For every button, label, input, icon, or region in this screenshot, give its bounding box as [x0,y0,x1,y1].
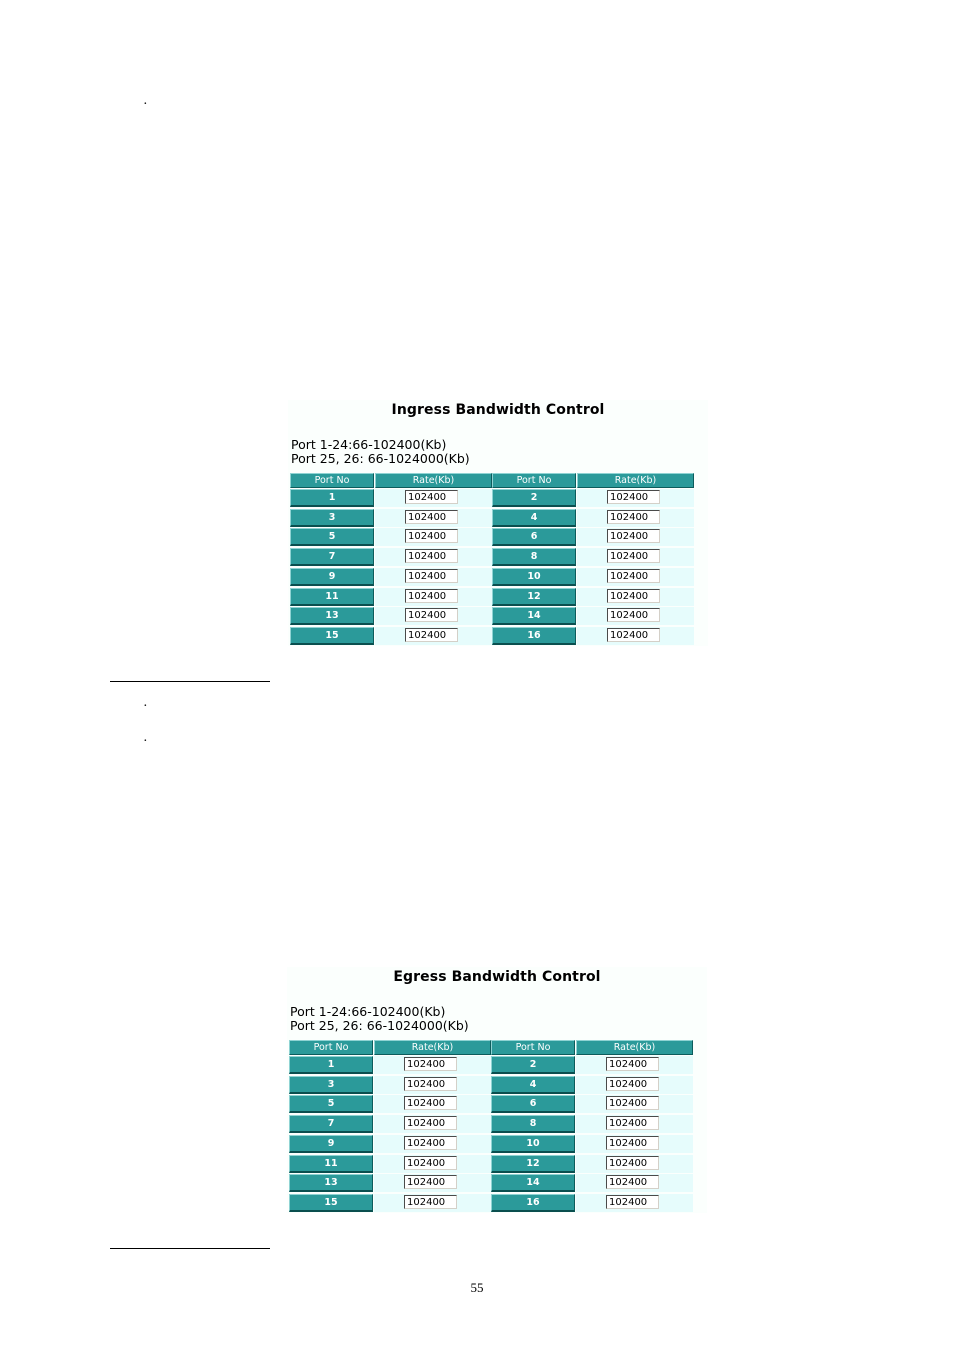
egress-rate-input[interactable] [404,1096,457,1110]
rate-cell [375,607,492,625]
ingress-rate-input[interactable] [607,529,660,543]
port-number-cell: 5 [289,1095,373,1113]
port-number-cell: 2 [491,1056,575,1074]
rate-cell [577,627,694,645]
rate-cell [577,509,694,527]
ingress-rate-input[interactable] [607,628,660,642]
port-number-cell: 15 [289,1194,373,1212]
rate-cell [577,528,694,546]
port-number-cell: 4 [492,509,576,527]
ingress-rate-input[interactable] [607,569,660,583]
ingress-range-line-2: Port 25, 26: 66-1024000(Kb) [291,451,470,466]
port-number-cell: 12 [491,1155,575,1173]
column-header-port-no: Port No [492,473,576,488]
port-number-cell: 13 [289,1174,373,1192]
egress-rate-input[interactable] [606,1077,659,1091]
ingress-rate-input[interactable] [607,549,660,563]
column-header-rate: Rate(Kb) [577,473,694,488]
rate-cell [374,1095,491,1113]
port-number-cell: 9 [290,568,374,586]
port-number-cell: 1 [290,489,374,507]
egress-rate-input[interactable] [606,1116,659,1130]
rate-cell [576,1056,693,1074]
column-header-rate: Rate(Kb) [374,1040,491,1055]
egress-rate-input[interactable] [606,1096,659,1110]
rate-cell [576,1174,693,1192]
rate-cell [577,548,694,566]
port-number-cell: 14 [491,1174,575,1192]
ingress-rate-input[interactable] [607,510,660,524]
footnote-rule [110,681,270,682]
ingress-range-line-1: Port 1-24:66-102400(Kb) [291,437,447,452]
ingress-rate-input[interactable] [405,510,458,524]
egress-rate-input[interactable] [606,1156,659,1170]
rate-cell [577,607,694,625]
ingress-rate-input[interactable] [405,529,458,543]
egress-rate-input[interactable] [404,1057,457,1071]
rate-cell [375,509,492,527]
port-number-cell: 5 [290,528,374,546]
port-number-cell: 3 [289,1076,373,1094]
rate-cell [374,1135,491,1153]
egress-rate-input[interactable] [404,1175,457,1189]
ingress-rate-input[interactable] [405,628,458,642]
egress-bandwidth-panel [287,967,707,1213]
ingress-rate-input[interactable] [405,608,458,622]
rate-cell [577,568,694,586]
ingress-rate-input[interactable] [607,608,660,622]
rate-cell [375,627,492,645]
egress-rate-input[interactable] [606,1136,659,1150]
rate-cell [374,1056,491,1074]
port-number-cell: 1 [289,1056,373,1074]
footnote-rule [110,1248,270,1249]
port-number-cell: 6 [491,1095,575,1113]
ingress-rate-input[interactable] [405,490,458,504]
port-number-cell: 11 [290,588,374,606]
rate-cell [577,588,694,606]
column-header-port-no: Port No [491,1040,575,1055]
port-number-cell: 2 [492,489,576,507]
port-number-cell: 16 [491,1194,575,1212]
ingress-bandwidth-panel [288,400,708,646]
rate-cell [576,1135,693,1153]
column-header-port-no: Port No [290,473,374,488]
port-number-cell: 13 [290,607,374,625]
egress-range-line-1: Port 1-24:66-102400(Kb) [290,1004,446,1019]
rate-cell [577,489,694,507]
egress-rate-input[interactable] [606,1175,659,1189]
column-header-rate: Rate(Kb) [375,473,492,488]
rate-cell [374,1194,491,1212]
rate-cell [576,1095,693,1113]
rate-cell [375,548,492,566]
port-number-cell: 3 [290,509,374,527]
port-number-cell: 6 [492,528,576,546]
page-number: 55 [470,1280,484,1295]
ingress-rate-input[interactable] [405,549,458,563]
rate-cell [576,1076,693,1094]
egress-range-line-2: Port 25, 26: 66-1024000(Kb) [290,1018,469,1033]
egress-rate-input[interactable] [404,1077,457,1091]
rate-cell [375,489,492,507]
column-header-port-no: Port No [289,1040,373,1055]
column-header-rate: Rate(Kb) [576,1040,693,1055]
rate-cell [375,528,492,546]
port-number-cell: 8 [492,548,576,566]
bullet-marker: · [143,97,148,112]
port-number-cell: 7 [290,548,374,566]
port-number-cell: 14 [492,607,576,625]
rate-cell [374,1115,491,1133]
ingress-title: Ingress Bandwidth Control [391,402,605,418]
ingress-rate-input[interactable] [607,490,660,504]
port-number-cell: 10 [492,568,576,586]
ingress-rate-input[interactable] [405,569,458,583]
rate-cell [374,1174,491,1192]
port-number-cell: 9 [289,1135,373,1153]
ingress-rate-input[interactable] [405,589,458,603]
port-number-cell: 10 [491,1135,575,1153]
port-number-cell: 16 [492,627,576,645]
egress-rate-input[interactable] [606,1057,659,1071]
rate-cell [576,1155,693,1173]
rate-cell [576,1194,693,1212]
bullet-marker: · [143,699,148,714]
egress-rate-input[interactable] [404,1116,457,1130]
rate-cell [374,1155,491,1173]
rate-cell [375,568,492,586]
rate-cell [374,1076,491,1094]
egress-rate-input[interactable] [606,1195,659,1209]
port-number-cell: 15 [290,627,374,645]
port-number-cell: 7 [289,1115,373,1133]
port-number-cell: 4 [491,1076,575,1094]
egress-title: Egress Bandwidth Control [393,969,601,985]
rate-cell [576,1115,693,1133]
port-number-cell: 8 [491,1115,575,1133]
rate-cell [375,588,492,606]
egress-rate-input[interactable] [404,1195,457,1209]
egress-rate-input[interactable] [404,1136,457,1150]
bullet-marker: · [143,734,148,749]
port-number-cell: 12 [492,588,576,606]
ingress-rate-input[interactable] [607,589,660,603]
egress-rate-input[interactable] [404,1156,457,1170]
port-number-cell: 11 [289,1155,373,1173]
